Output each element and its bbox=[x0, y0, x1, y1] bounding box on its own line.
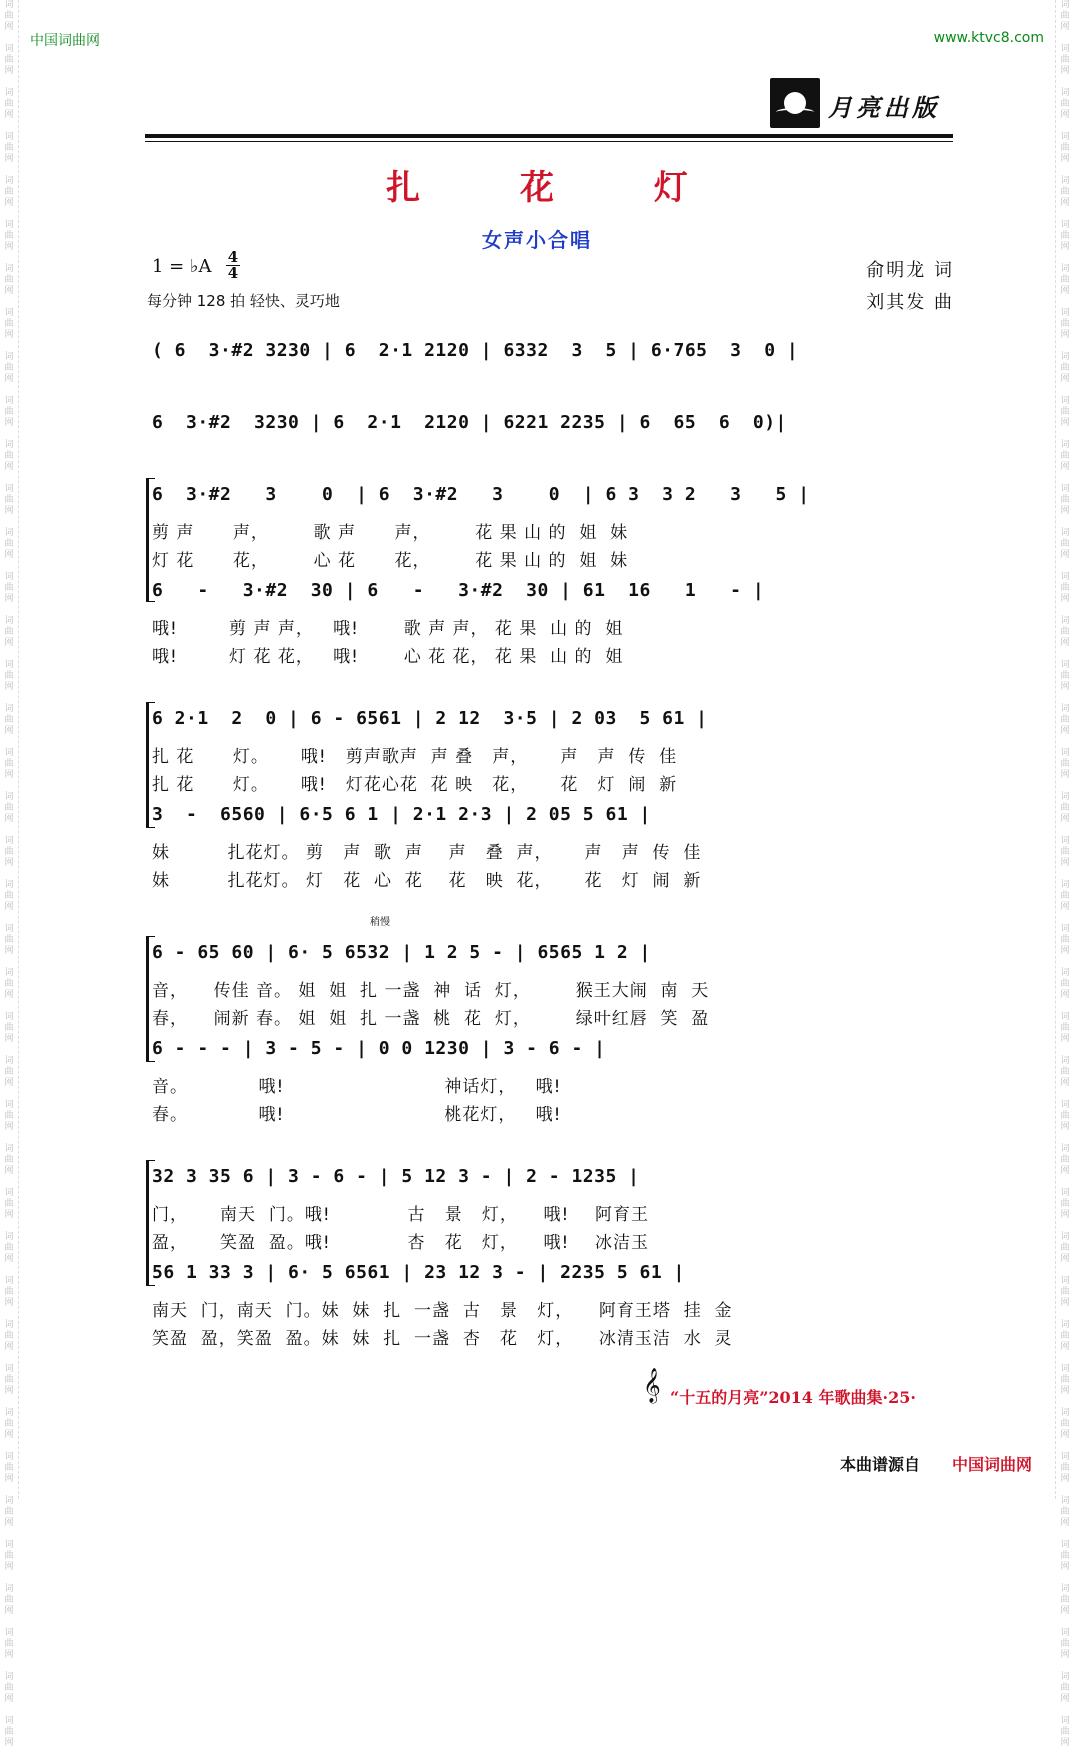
notation-line: ( 6 3·#2 3230 | 6 2·1 2120 | 6332 3 5 | 6·765 3 0 | bbox=[152, 340, 799, 361]
system-brace bbox=[146, 936, 155, 1062]
wave-icon bbox=[776, 108, 814, 116]
system-brace bbox=[146, 702, 155, 828]
lyric-line: 扎 花 灯。 哦! 灯花心花 花 映 花， 花 灯 闹 新 bbox=[152, 775, 678, 795]
song-title: 扎 花 灯 bbox=[386, 168, 732, 208]
tempo-text: 每分钟 128 拍 轻快、灵巧地 bbox=[147, 292, 340, 310]
source-label: 本曲谱源自 bbox=[840, 1455, 921, 1474]
system-brace bbox=[146, 1160, 155, 1286]
header-rule bbox=[145, 134, 953, 138]
lyric-line: 剪 声 声， 歌 声 声， 花 果 山 的 姐 妹 bbox=[152, 523, 629, 543]
lyric-line: 哦! 剪 声 声， 哦! 歌 声 声， 花 果 山 的 姐 bbox=[152, 619, 624, 639]
sidebar-watermark-left: 词 曲 网 词 曲 网 词 曲 网 词 曲 网 词 曲 网 词 曲 网 词 曲 网 词 曲 网 词 曲 网 词 曲 网 词 曲 网 词 曲 网 词 曲 网 词 曲 网 词 曲 网 词 曲 网 词 曲 网 词 曲 网 词 曲 网 词 曲 网 词 曲 网 词 曲 网 词 曲 网 词 曲 网 词 曲 网 词 曲 网 词 曲 网 词 曲 网 词 曲 网 词 曲 网 词 曲 网 词 曲 网 词 曲 网 词 曲 网 词 曲 网 词 曲 网 词 曲 网 词 曲 网 词 曲 网 词 曲 网 bbox=[0, 0, 19, 1499]
source-site[interactable]: 中国词曲网 bbox=[952, 1455, 1033, 1474]
header-rule-thin bbox=[145, 141, 953, 142]
notation-line: 56 1 33 3 | 6· 5 6561 | 23 12 3 - | 2235 5 61 | bbox=[152, 1262, 685, 1283]
lyric-line: 妹 扎花灯。 剪 声 歌 声 声 叠 声， 声 声 传 佳 bbox=[152, 843, 702, 863]
lyric-line: 盈， 笑盈 盈。哦! 杏 花 灯， 哦! 冰洁玉 bbox=[152, 1233, 649, 1253]
system-brace bbox=[146, 478, 155, 602]
notation-line: 3 - 6560 | 6·5 6 1 | 2·1 2·3 | 2 05 5 61 | bbox=[152, 804, 651, 825]
lyric-line: 哦! 灯 花 花， 哦! 心 花 花， 花 果 山 的 姐 bbox=[152, 647, 624, 667]
lyric-line: 春。 哦! 桃花灯， 哦! bbox=[152, 1105, 562, 1125]
site-name-left[interactable]: 中国词曲网 bbox=[30, 33, 100, 49]
site-url-right[interactable]: www.ktvc8.com bbox=[933, 30, 1044, 46]
lyric-line: 春， 闹新 春。 姐 姐 扎 一盏 桃 花 灯， 绿叶红唇 笑 盈 bbox=[152, 1009, 710, 1029]
lyric-line: 门， 南天 门。哦! 古 景 灯， 哦! 阿育王 bbox=[152, 1205, 649, 1225]
lyric-line: 音。 哦! 神话灯， 哦! bbox=[152, 1077, 562, 1097]
time-signature bbox=[226, 250, 240, 281]
lyric-line: 扎 花 灯。 哦! 剪声歌声 声 叠 声， 声 声 传 佳 bbox=[152, 747, 678, 767]
book-footer: “十五的月亮”2014 年歌曲集·25· bbox=[670, 1388, 916, 1407]
notation-line: 6 - - - | 3 - 5 - | 0 0 1230 | 3 - 6 - | bbox=[152, 1038, 606, 1059]
treble-clef-icon: 𝄞 bbox=[643, 1368, 661, 1403]
time-signature-top: 4 bbox=[227, 248, 239, 266]
key-signature: 1 = ♭A bbox=[152, 256, 212, 277]
song-subtitle: 女声小合唱 bbox=[482, 228, 592, 252]
publisher-logo-text: 月亮出版 bbox=[828, 93, 940, 122]
notation-line: 6 2·1 2 0 | 6 - 6561 | 2 12 3·5 | 2 03 5 61 | bbox=[152, 708, 708, 729]
notation-line: 32 3 35 6 | 3 - 6 - | 5 12 3 - | 2 - 1235 | bbox=[152, 1166, 640, 1187]
notation-line: 6 3·#2 3 0 | 6 3·#2 3 0 | 6 3 3 2 3 5 | bbox=[152, 484, 810, 505]
notation-line: 6 - 3·#2 30 | 6 - 3·#2 30 | 61 16 1 - | bbox=[152, 580, 765, 601]
lyric-line: 灯 花 花， 心 花 花， 花 果 山 的 姐 妹 bbox=[152, 551, 629, 571]
lyric-line: 南天 门，南天 门。妹 妹 扎 一盏 古 景 灯， 阿育王塔 挂 金 bbox=[152, 1301, 733, 1321]
notation-line: 6 3·#2 3230 | 6 2·1 2120 | 6221 2235 | 6 65 6 0)| bbox=[152, 412, 787, 433]
lyric-line: 笑盈 盈，笑盈 盈。妹 妹 扎 一盏 杏 花 灯， 冰清玉洁 水 灵 bbox=[152, 1329, 733, 1349]
lyric-line: 妹 扎花灯。 灯 花 心 花 花 映 花， 花 灯 闹 新 bbox=[152, 871, 702, 891]
composer-credit: 刘其发 曲 bbox=[866, 292, 954, 313]
sidebar-watermark-right: 词 曲 网 词 曲 网 词 曲 网 词 曲 网 词 曲 网 词 曲 网 词 曲 网 词 曲 网 词 曲 网 词 曲 网 词 曲 网 词 曲 网 词 曲 网 词 曲 网 词 曲 网 词 曲 网 词 曲 网 词 曲 网 词 曲 网 词 曲 网 词 曲 网 词 曲 网 词 曲 网 词 曲 网 词 曲 网 词 曲 网 词 曲 网 词 曲 网 词 曲 网 词 曲 网 词 曲 网 词 曲 网 词 曲 网 词 曲 网 词 曲 网 词 曲 网 词 曲 网 词 曲 网 词 曲 网 词 曲 网 bbox=[1055, 0, 1074, 1499]
lyric-line: 音， 传佳 音。 姐 姐 扎 一盏 神 话 灯， 猴王大闹 南 天 bbox=[152, 981, 710, 1001]
time-signature-bottom: 4 bbox=[227, 264, 239, 282]
notation-line: 6 - 65 60 | 6· 5 6532 | 1 2 5 - | 6565 1 2 | bbox=[152, 942, 651, 963]
lyricist-credit: 俞明龙 词 bbox=[866, 260, 954, 281]
tempo-mark: 稍慢 bbox=[370, 917, 390, 928]
